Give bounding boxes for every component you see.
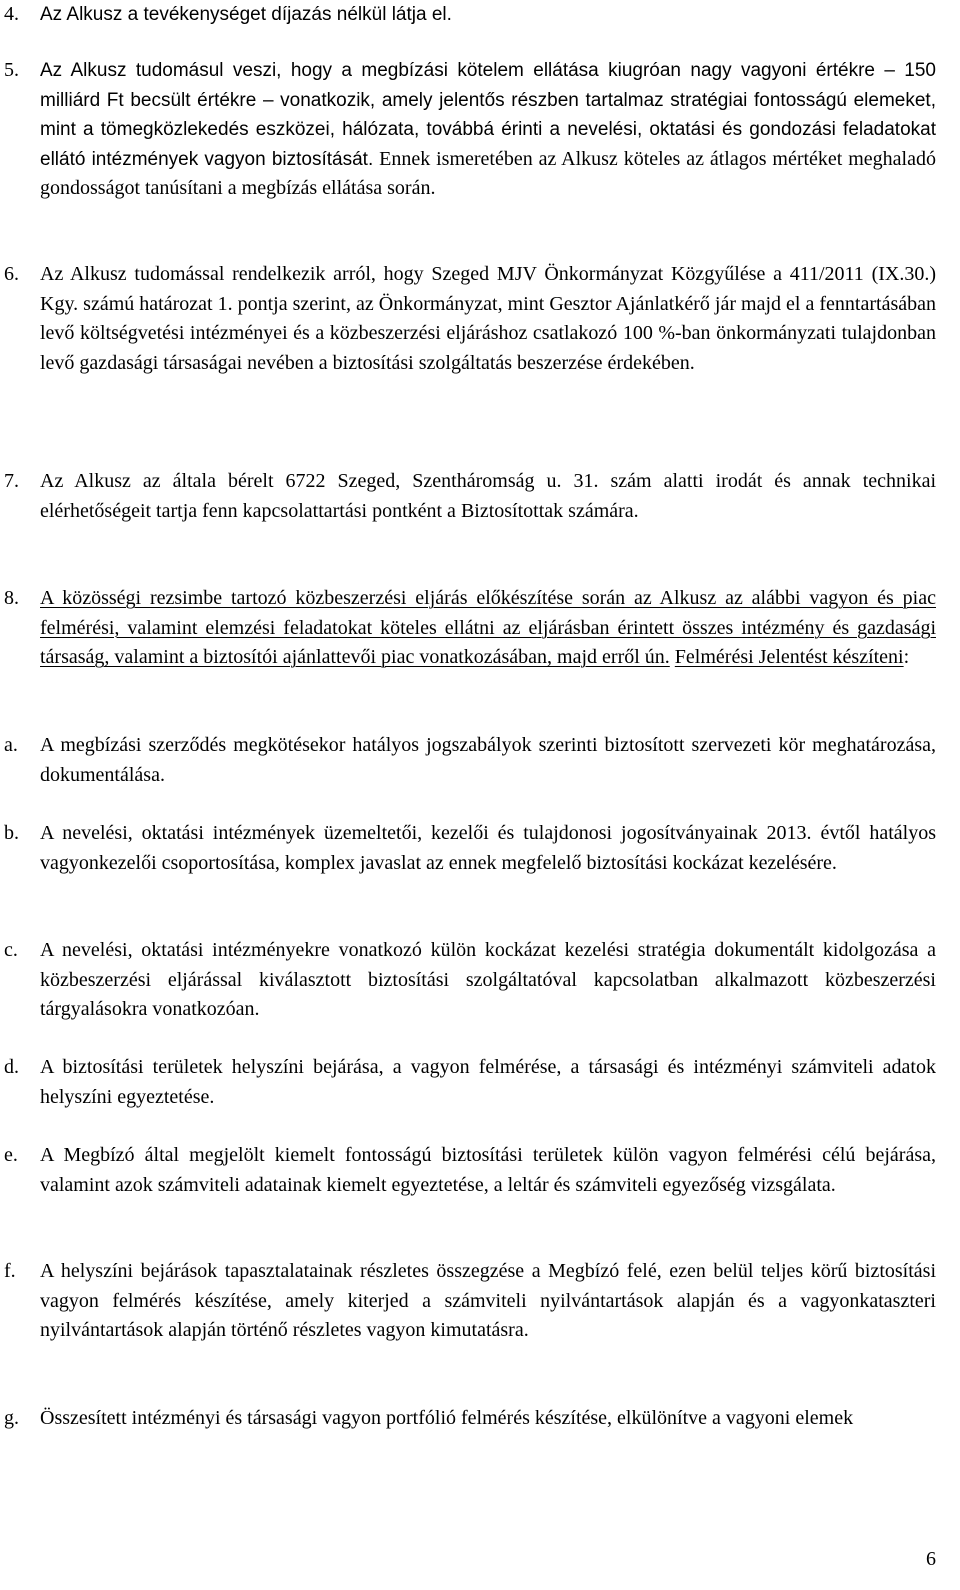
paragraph-marker: 5. — [4, 59, 19, 81]
list-marker: a. — [4, 734, 18, 756]
list-marker: d. — [4, 1056, 19, 1078]
list-marker: f. — [4, 1260, 16, 1282]
paragraph-text — [40, 584, 936, 673]
paragraph-tail: : — [903, 646, 910, 668]
paragraph-marker: 6. — [4, 263, 19, 285]
list-item-text: A Megbízó által megjelölt kiemelt fontosságú biztosítási területek külön vagyon felmérési célú bejárása, valamint azok számviteli adatainak kiemelt egyeztetése, a leltár és számviteli egyezőség vizsgálata. — [40, 1144, 936, 1196]
list-item-text: Összesített intézményi és társasági vagyon portfólió felmérés készítése, elkülönítve a vagyoni elemek — [40, 1407, 854, 1429]
paragraph-marker: 7. — [4, 470, 19, 492]
list-item-text: A nevelési, oktatási intézményekre vonatkozó külön kockázat kezelési stratégia dokumentált kidolgozása a közbeszerzési eljárással kiválasztott biztosítási szolgáltatóval kapcsolatban alkalmazott közbeszerzési tárgyalásokra vonatkozóan. — [40, 939, 936, 1020]
underlined-text: A közösségi rezsimbe tartozó közbeszerzési eljárás előkészítése során az Alkusz az alábbi vagyon és piac felmérési, valamint elemzési feladatokat köteles ellátni az eljárásban érintett összes intézmény és gazdasági társaság, valamint a biztosítói ajánlattevői piac vonatkozásában, majd erről ún. — [40, 587, 936, 668]
underlined-text-report: Felmérési Jelentést készíteni — [674, 646, 904, 668]
page-number: 6 — [926, 1548, 936, 1570]
paragraph-text — [40, 56, 936, 204]
list-item-text: A nevelési, oktatási intézmények üzemeltetői, kezelői és tulajdonosi jogosítványainak 2013. évtől hatályos vagyonkezelői csoportosítása, komplex javaslat az ennek megfelelő biztosítási kockázat kezelésére. — [40, 822, 936, 874]
list-marker: b. — [4, 822, 19, 844]
list-marker: g. — [4, 1407, 19, 1429]
paragraph-text: Az Alkusz a tevékenységet díjazás nélkül látja el. — [40, 4, 452, 25]
list-marker: c. — [4, 939, 18, 961]
paragraph-text-part-1: Az Alkusz tudomásul veszi, hogy a megbízási kötelem ellátása kiugróan nagy vagyoni értékre – 150 milliárd Ft becsült értékre – vonatkozik, amely jelentős részben tartalmaz stratégiai fontosságú elemeket, mint a tömegközlekedés eszközei, hálózata, továbbá érinti a nevelési, oktatási és gondozási feladatokat ellátó intézmények vagyon biztosítását. — [40, 60, 936, 170]
paragraph-text: Az Alkusz az általa bérelt 6722 Szeged, Szentháromság u. 31. szám alatti irodát és annak technikai elérhetőségeit tartja fenn kapcsolattartási pontként a Biztosítottak számára. — [40, 470, 936, 522]
list-item-text: A biztosítási területek helyszíni bejárása, a vagyon felmérése, a társasági és intézményi számviteli adatok helyszíni egyeztetése. — [40, 1056, 936, 1108]
list-item-text: A megbízási szerződés megkötésekor hatályos jogszabályok szerinti biztosított szervezeti kör meghatározása, dokumentálása. — [40, 734, 936, 786]
paragraph-marker: 8. — [4, 587, 19, 609]
paragraph-marker: 4. — [4, 3, 19, 25]
list-marker: e. — [4, 1144, 18, 1166]
paragraph-text: Az Alkusz tudomással rendelkezik arról, hogy Szeged MJV Önkormányzat Közgyűlése a 411/2011 (IX.30.) Kgy. számú határozat 1. pontja szerint, az Önkormányzat, mint Gesztor Ajánlatkérő jár majd el a fenntartásában levő költségvetési intézményei és a közbeszerzési eljáráshoz csatlakozó 100 %-ban önkormányzati tulajdonban levő gazdasági társaságai nevében a biztosítási szolgáltatás beszerzése érdekében. — [40, 263, 936, 374]
list-item-text: A helyszíni bejárások tapasztalatainak részletes összegzése a Megbízó felé, ezen belül teljes körű biztosítási vagyon felmérés készítése, amely kiterjed a számviteli nyilvántartások alapján és a vagyonkataszteri nyilvántartások alapján történő részletes vagyon kimutatásra. — [40, 1260, 936, 1341]
paragraph-text-part-2: Ennek ismeretében az Alkusz köteles az átlagos mértéket meghaladó gondosságot tanúsítani a megbízás ellátása során. — [40, 147, 936, 199]
